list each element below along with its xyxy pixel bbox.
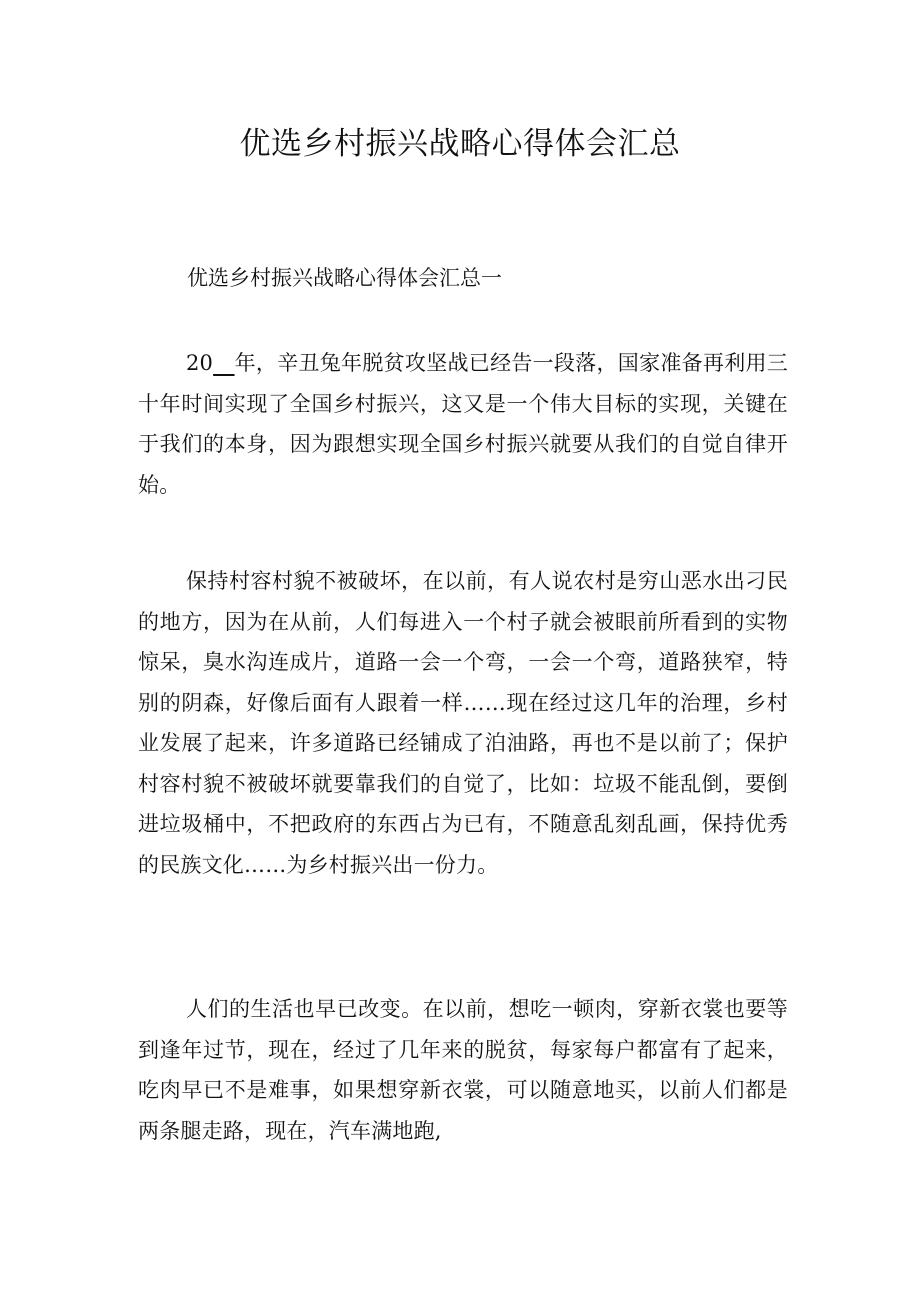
document-title: 优选乡村振兴战略心得体会汇总 — [239, 126, 681, 162]
paragraph-1 — [138, 343, 788, 505]
year-prefix: 20 — [186, 351, 214, 375]
section-heading: 优选乡村振兴战略心得体会汇总一 — [187, 266, 502, 290]
paragraph-3: 人们的生活也早已改变。在以前，想吃一顿肉，穿新衣裳也要等到逢年过节，现在，经过了几年来的脱贫，每家每户都富有了起来，吃肉早已不是难事，如果想穿新衣裳，可以随意地买，以前人们都是两条腿走路，现在，汽车满地跑, — [138, 997, 788, 1143]
paragraph-1-text: 年，辛丑兔年脱贫攻坚战已经告一段落，国家准备再利用三十年时间实现了全国乡村振兴，这又是一个伟大目标的实现，关键在于我们的本身，因为跟想实现全国乡村振兴就要从我们的自觉自律开始。 — [138, 351, 788, 497]
year-blank: __ — [213, 351, 235, 375]
paragraph-2: 保持村容村貌不被破坏，在以前，有人说农村是穷山恶水出刁民的地方，因为在从前，人们每进入一个村子就会被眼前所看到的实物惊呆，臭水沟连成片，道路一会一个弯，一会一个弯，道路狭窄，特别的阴森，好像后面有人跟着一样……现在经过这几年的治理，乡村业发展了起来，许多道路已经铺成了泊油路，再也不是以前了；保护村容村貌不被破坏就要靠我们的自觉了，比如：垃圾不能乱倒，要倒进垃圾桶中，不把政府的东西占为已有，不随意乱刻乱画，保持优秀的民族文化……为乡村振兴出一份力。 — [138, 569, 788, 877]
